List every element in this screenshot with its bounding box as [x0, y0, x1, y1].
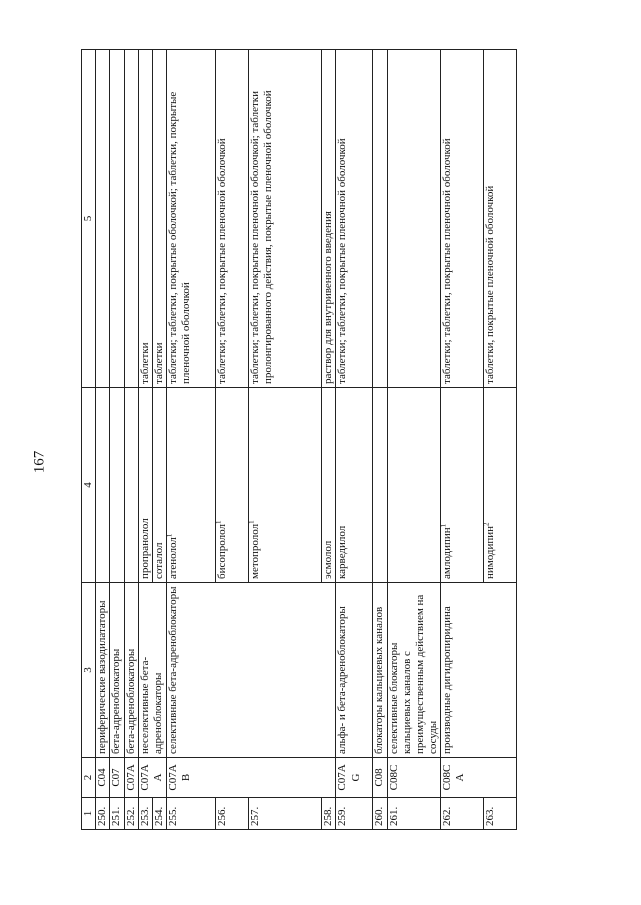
header-cell: 2: [82, 758, 96, 798]
dosage-forms: таблетки; таблетки, покрытые пленочной оболочкой; таблетки пролонгированного действия, покрытые пленочной оболочкой: [249, 50, 322, 388]
group-name: периферические вазодилататоры: [96, 583, 110, 758]
drug-name: [249, 388, 322, 583]
dosage-forms: таблетки; таблетки, покрытые оболочкой; таблетки, покрытые пленочной оболочкой: [167, 50, 216, 388]
atc-code: C07: [110, 758, 124, 798]
header-cell: 1: [82, 798, 96, 830]
drug-name: [96, 388, 110, 583]
group-name: бета-адреноблокаторы: [110, 583, 124, 758]
atc-code: C08CA: [441, 758, 517, 798]
atc-code: C07A: [124, 758, 138, 798]
dosage-forms: таблетки; таблетки, покрытые пленочной оболочкой: [441, 50, 484, 388]
footnote-mark: 1: [439, 523, 448, 528]
drug-name: пропранолол: [138, 388, 152, 583]
atc-code: C08: [373, 758, 387, 798]
row-number: 250.: [96, 798, 110, 830]
group-name: селективные бета-адреноблокаторы: [167, 583, 336, 758]
table-row: [336, 50, 373, 830]
footnote-mark: 2: [482, 522, 491, 526]
row-number: 251.: [110, 798, 124, 830]
drug-name-text: амлодипин: [441, 527, 454, 579]
dosage-forms: [110, 50, 124, 388]
group-name: неселективные бета-адреноблокаторы: [138, 583, 166, 758]
row-number: 253.: [138, 798, 152, 830]
row-number: 254.: [152, 798, 166, 830]
rotated-page-content: [81, 50, 641, 830]
dosage-forms: раствор для внутривенного введения: [322, 50, 336, 388]
row-number: 255.: [167, 798, 216, 830]
drug-name: [387, 388, 441, 583]
dosage-forms: таблетки; таблетки, покрытые пленочной оболочкой: [216, 50, 249, 388]
dosage-forms: таблетки, покрытые пленочной оболочкой: [484, 50, 517, 388]
atc-code: C08C: [387, 758, 441, 798]
footnote-mark: 1: [247, 520, 256, 524]
page-number: 167: [31, 450, 48, 474]
group-name: производные дигидропиридина: [441, 583, 517, 758]
dosage-forms: [373, 50, 387, 388]
row-number: 257.: [249, 798, 322, 830]
table-row: [138, 50, 152, 830]
drug-name: [216, 388, 249, 583]
dosage-forms: таблетки; таблетки, покрытые пленочной оболочкой: [336, 50, 373, 388]
drug-name: [484, 388, 517, 583]
drug-name-text: атенолол: [167, 537, 180, 579]
group-name: селективные блокаторы кальциевых каналов с преимущественным действием на сосуды: [387, 583, 441, 758]
dosage-forms: [124, 50, 138, 388]
drug-name-text: метопролол: [249, 523, 262, 579]
table-row: [387, 50, 441, 830]
atc-code: C07AB: [167, 758, 336, 798]
row-number: 260.: [373, 798, 387, 830]
row-number: 259.: [336, 798, 373, 830]
row-number: 252.: [124, 798, 138, 830]
drug-name-text: бисопролол: [216, 524, 229, 579]
atc-code: C04: [96, 758, 110, 798]
drug-name: [441, 388, 484, 583]
drug-name: карведилол: [336, 388, 373, 583]
drug-list-table: [81, 49, 517, 830]
drug-name: [124, 388, 138, 583]
row-number: 256.: [216, 798, 249, 830]
dosage-forms: таблетки: [152, 50, 166, 388]
drug-name: [373, 388, 387, 583]
table-row: [110, 50, 124, 830]
footnote-mark: 1: [214, 520, 223, 525]
header-cell: 4: [82, 388, 96, 583]
table-header-row: [82, 50, 96, 830]
row-number: 261.: [387, 798, 441, 830]
footnote-mark: 1: [165, 533, 174, 538]
dosage-forms: [96, 50, 110, 388]
drug-name: эсмолол: [322, 388, 336, 583]
row-number: 263.: [484, 798, 517, 830]
atc-code: C07AG: [336, 758, 373, 798]
table-row: [441, 50, 484, 830]
header-cell: 5: [82, 50, 96, 388]
dosage-forms: таблетки: [138, 50, 152, 388]
drug-name: [110, 388, 124, 583]
atc-code: C07AA: [138, 758, 166, 798]
table-row: [373, 50, 387, 830]
drug-name: [167, 388, 216, 583]
group-name: блокаторы кальциевых каналов: [373, 583, 387, 758]
group-name: бета-адреноблокаторы: [124, 583, 138, 758]
dosage-forms: [387, 50, 441, 388]
drug-name-text: нимодипин: [484, 525, 497, 579]
table-row: [124, 50, 138, 830]
header-cell: 3: [82, 583, 96, 758]
table-row: [96, 50, 110, 830]
group-name: альфа- и бета-адреноблокаторы: [336, 583, 373, 758]
row-number: 262.: [441, 798, 484, 830]
table-row: [167, 50, 216, 830]
row-number: 258.: [322, 798, 336, 830]
drug-name: соталол: [152, 388, 166, 583]
